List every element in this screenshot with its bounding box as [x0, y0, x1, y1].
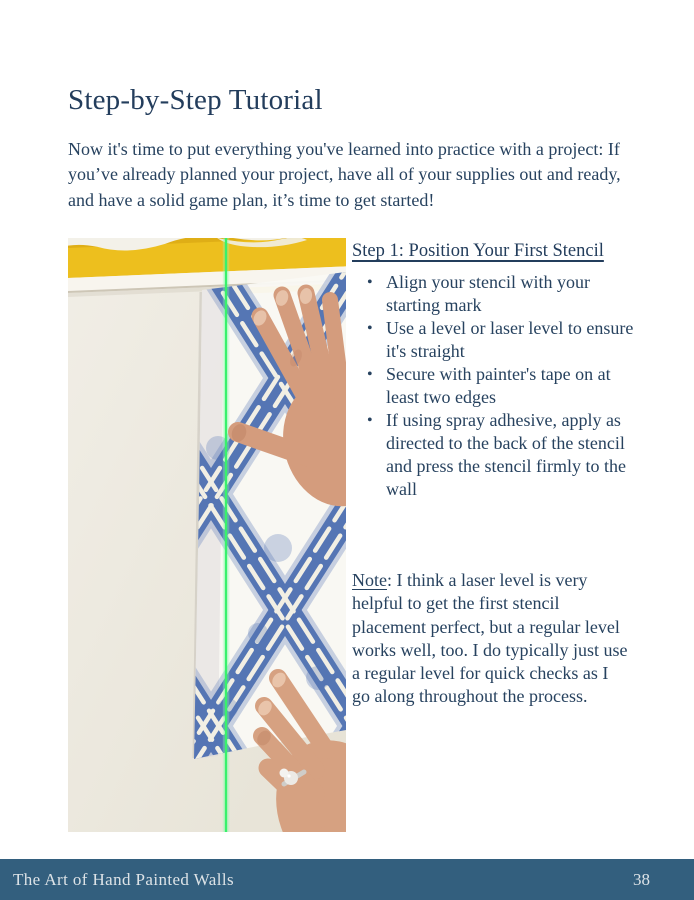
list-item: • Align your stencil with your starting mark [367, 272, 590, 315]
list-item: • Secure with painter's tape on at least two edges [367, 364, 611, 407]
note-label: Note [352, 570, 387, 590]
step-bullet-list [352, 271, 636, 501]
footer-bar [0, 859, 694, 900]
page-title: Step-by-Step Tutorial [68, 84, 323, 117]
note-text: : I think a laser level is very helpful to get the first stencil placement perfect, but a regular level works well, too. I do typically just use a regular level for quick checks as I go along throughout the process. [352, 570, 628, 707]
bullet-dot: • [367, 366, 373, 383]
intro-paragraph: Now it's time to put everything you've learned into practice with a project: If you’ve already planned your project, have all of your supplies out and ready, and have a solid game plan, it’s time to get started! [68, 139, 621, 210]
list-item: • Use a level or laser level to ensure it's straight [367, 318, 634, 361]
step-heading: Step 1: Position Your First Stencil [352, 241, 604, 261]
note-paragraph [352, 569, 630, 709]
bullet-dot: • [367, 274, 373, 291]
laser-line [225, 238, 227, 832]
list-item: • If using spray adhesive, apply as directed to the back of the stencil and press the stencil firmly to the wall [367, 410, 626, 499]
step-section [352, 239, 664, 501]
footer-page-number: 38 [633, 869, 650, 889]
bullet-dot: • [367, 320, 373, 337]
tutorial-photo [68, 238, 346, 832]
footer-book-title: The Art of Hand Painted Walls [13, 869, 234, 889]
stencil-photo-illustration [68, 238, 346, 832]
bullet-dot: • [367, 412, 373, 429]
